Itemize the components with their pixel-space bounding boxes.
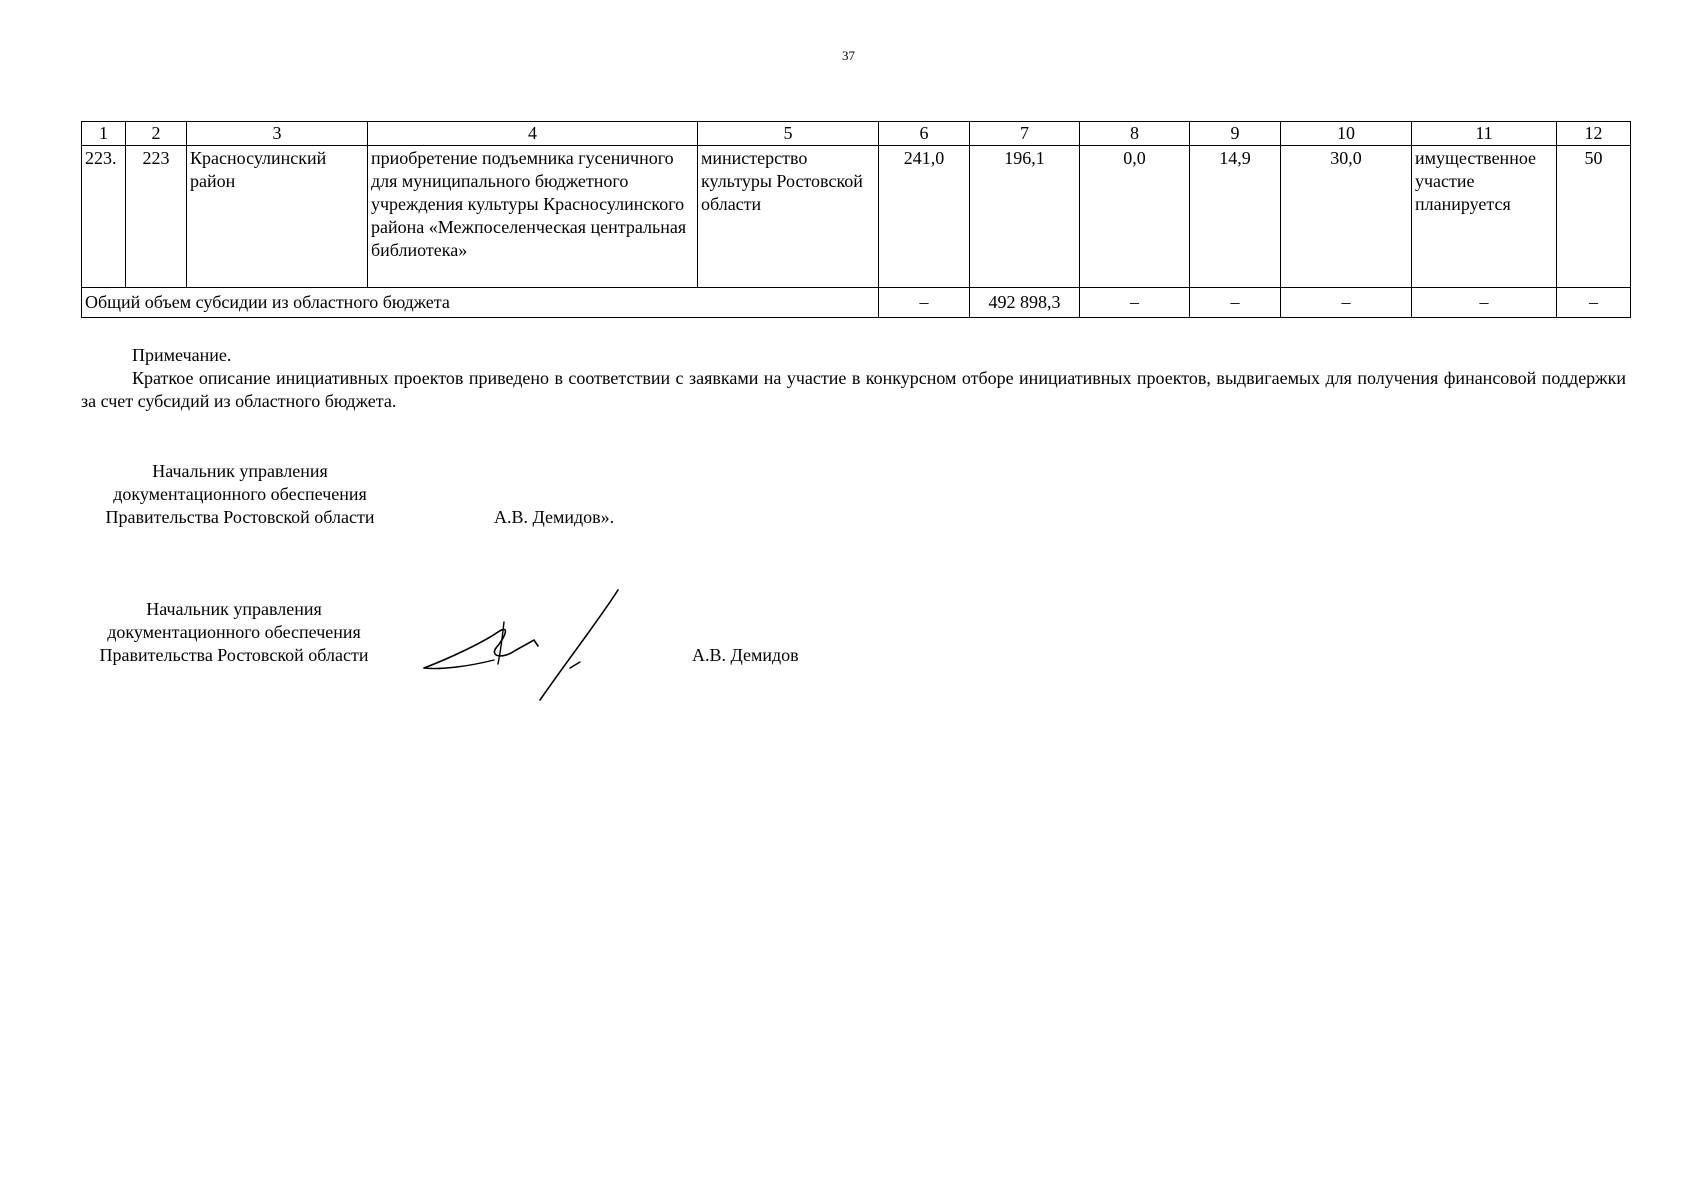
- position-line: Правительства Ростовской области: [99, 645, 369, 665]
- total-label-cell: Общий объем субсидии из областного бюджета: [82, 288, 879, 318]
- total-value-cell: 492 898,3: [970, 288, 1080, 318]
- value-cell: 14,9: [1190, 146, 1281, 288]
- total-value-cell: –: [1412, 288, 1557, 318]
- value-cell: 50: [1557, 146, 1631, 288]
- handwritten-signature: [420, 588, 630, 704]
- column-number-header: 6: [879, 122, 970, 146]
- value-cell: 30,0: [1281, 146, 1412, 288]
- value-cell: 196,1: [970, 146, 1080, 288]
- total-row: [82, 288, 1631, 318]
- municipality-cell: Красносулинский район: [187, 146, 368, 288]
- total-value-cell: –: [1557, 288, 1631, 318]
- column-number-header: 1: [82, 122, 126, 146]
- position-line: документационного обеспечения: [113, 484, 367, 504]
- subsidy-table: [81, 121, 1631, 318]
- column-number-header: 5: [698, 122, 879, 146]
- column-number-header: 2: [126, 122, 187, 146]
- position-line: документационного обеспечения: [107, 622, 361, 642]
- note-title: Примечание.: [132, 345, 232, 365]
- row-index-cell: 223.: [82, 146, 126, 288]
- signatory-name: А.В. Демидов: [692, 645, 799, 665]
- note-text: Краткое описание инициативных проектов приведено в соответствии с заявками на участие в конкурсном отборе инициативных проектов, выдвигаемых для получения финансовой поддержки за счет субсидий из областного бюджета.: [81, 368, 1626, 411]
- column-number-header: 12: [1557, 122, 1631, 146]
- column-number-header: 3: [187, 122, 368, 146]
- column-number-header: 7: [970, 122, 1080, 146]
- project-description-cell: приобретение подъемника гусеничного для муниципального бюджетного учреждения культуры Красносулинского района «Межпоселенческая центральная библиотека»: [368, 146, 698, 288]
- total-value-cell: –: [1190, 288, 1281, 318]
- column-number-header: 8: [1080, 122, 1190, 146]
- signatory-name: А.В. Демидов».: [494, 507, 615, 527]
- project-number-cell: 223: [126, 146, 187, 288]
- table-header-row: [82, 122, 1631, 146]
- position-line: Начальник управления: [152, 461, 328, 481]
- column-number-header: 9: [1190, 122, 1281, 146]
- value-cell: 241,0: [879, 146, 970, 288]
- column-number-header: 11: [1412, 122, 1557, 146]
- column-number-header: 10: [1281, 122, 1412, 146]
- position-line: Начальник управления: [146, 599, 322, 619]
- column-number-header: 4: [368, 122, 698, 146]
- total-value-cell: –: [1080, 288, 1190, 318]
- position-line: Правительства Ростовской области: [105, 507, 375, 527]
- signature-block-position: [72, 598, 396, 667]
- total-value-cell: –: [879, 288, 970, 318]
- table-row: [82, 146, 1631, 288]
- participation-cell: имущественное участие планируется: [1412, 146, 1557, 288]
- total-value-cell: –: [1281, 288, 1412, 318]
- signature-block-position: [78, 460, 402, 529]
- ministry-cell: министерство культуры Ростовской области: [698, 146, 879, 288]
- page-number: 37: [842, 48, 855, 63]
- value-cell: 0,0: [1080, 146, 1190, 288]
